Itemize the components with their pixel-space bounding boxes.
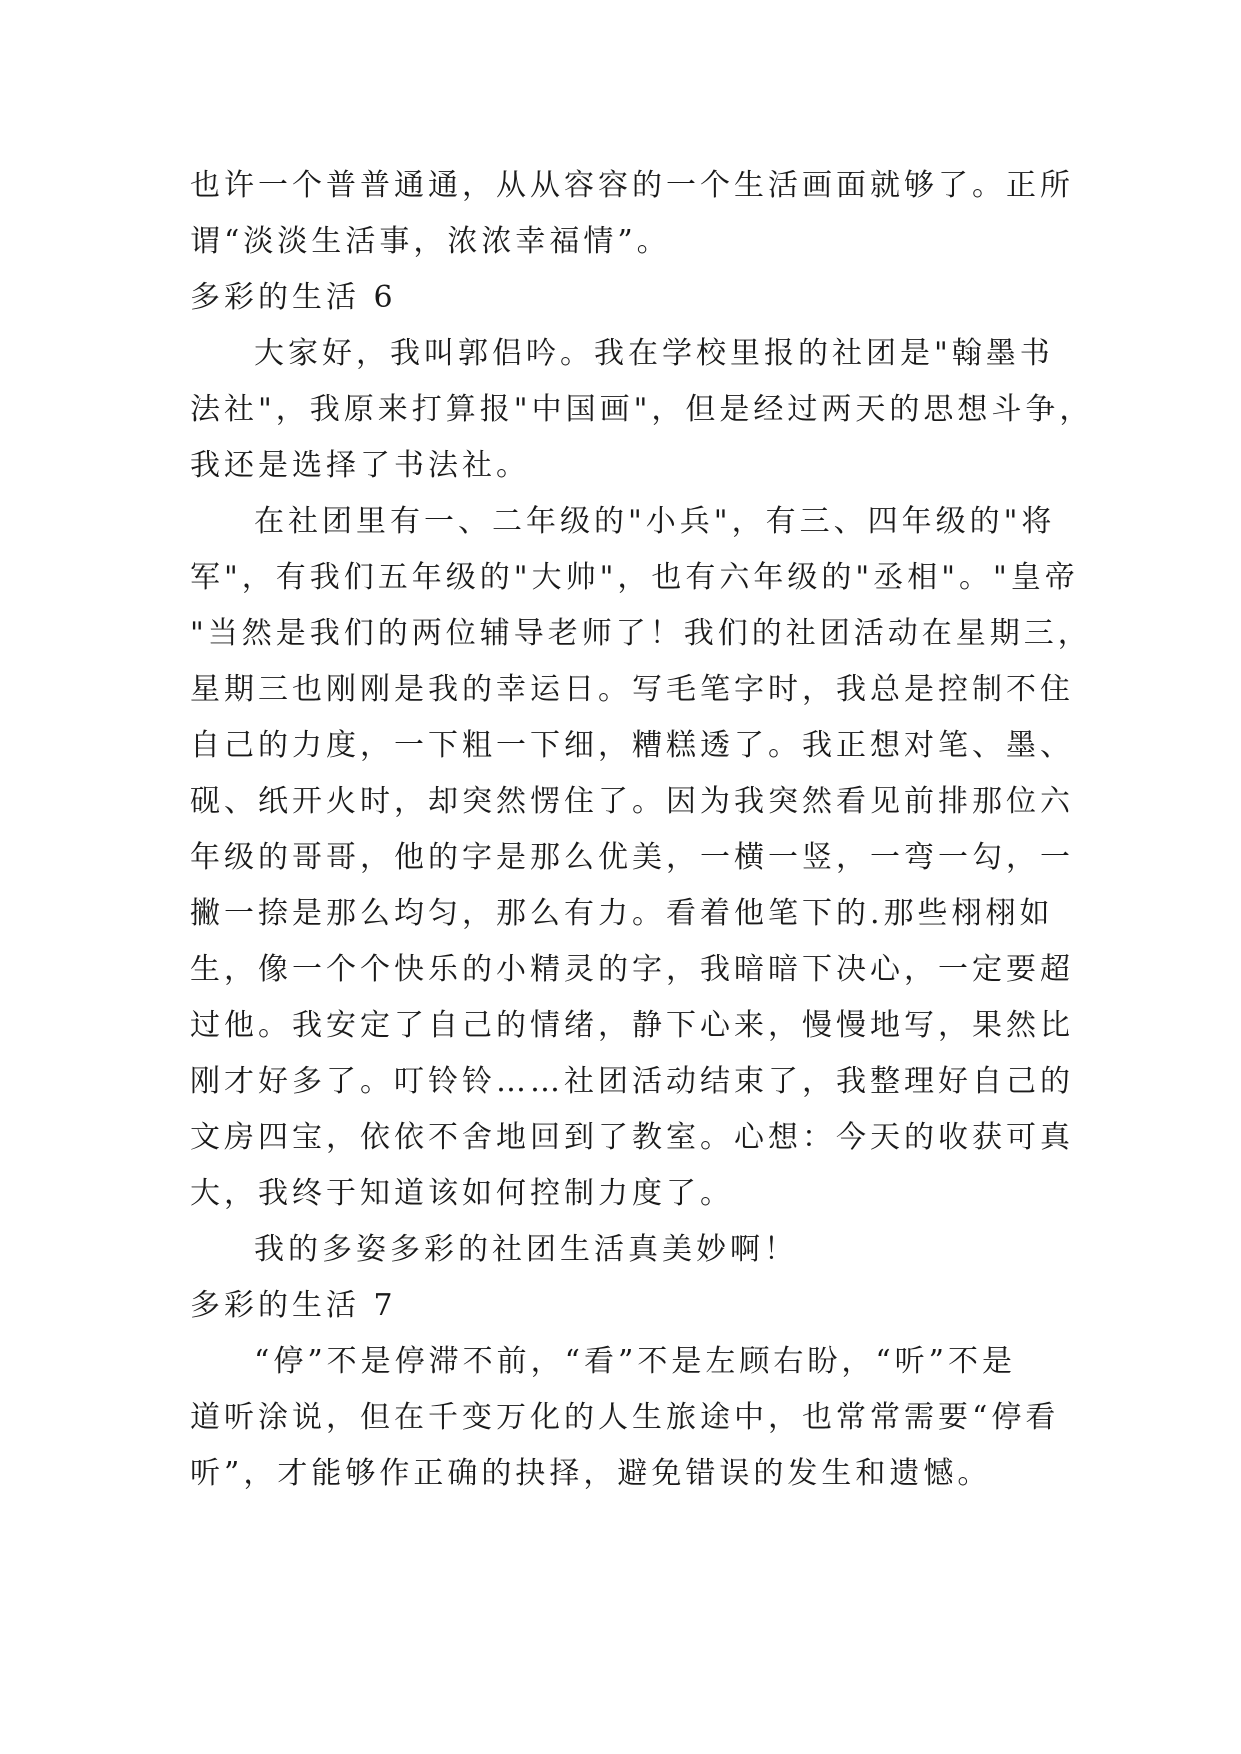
paragraph-line: 我的多姿多彩的社团生活真美妙啊！ [254,1232,798,1267]
paragraph-line: 年级的哥哥，他的字是那么优美，一横一竖，一弯一勾，一 [190,840,1074,875]
paragraph-line: 生，像一个个快乐的小精灵的字，我暗暗下决心，一定要超 [190,952,1074,987]
section-heading: 多彩的生活 7 [190,1288,397,1323]
paragraph-line: 法社"，我原来打算报"中国画"，但是经过两天的思想斗争， [190,392,1094,427]
paragraph-line: 在社团里有一、二年级的"小兵"，有三、四年级的"将 [254,504,1056,539]
section-heading: 多彩的生活 6 [190,280,397,315]
paragraph-line: 过他。我安定了自己的情绪，静下心来，慢慢地写，果然比 [190,1008,1074,1043]
paragraph-line: 大，我终于知道该如何控制力度了。 [190,1176,734,1211]
paragraph-line: “停”不是停滞不前，“看”不是左顾右盼，“听”不是 [254,1344,1017,1379]
paragraph-line: 我还是选择了书法社。 [190,448,530,483]
paragraph-line: 自己的力度，一下粗一下细，糟糕透了。我正想对笔、墨、 [190,728,1074,763]
paragraph-line: 撇一捺是那么均匀，那么有力。看着他笔下的.那些栩栩如 [190,896,1054,931]
paragraph-line: 大家好，我叫郭侣吟。我在学校里报的社团是"翰墨书 [254,336,1054,371]
paragraph-line: "当然是我们的两位辅导老师了！我们的社团活动在星期三， [190,616,1092,651]
paragraph-line: 听”，才能够作正确的抉择，避免错误的发生和遗憾。 [190,1456,992,1491]
paragraph-line: 道听涂说，但在千变万化的人生旅途中，也常常需要“停看 [190,1400,1060,1435]
paragraph-line: 也许一个普普通通，从从容容的一个生活画面就够了。正所 [190,168,1074,203]
paragraph-line: 谓“淡淡生活事，浓浓幸福情”。 [190,224,671,259]
paragraph-line: 文房四宝，依依不舍地回到了教室。心想：今天的收获可真 [190,1120,1074,1155]
paragraph-line: 刚才好多了。叮铃铃……社团活动结束了，我整理好自己的 [190,1064,1074,1099]
paragraph-line: 砚、纸开火时，却突然愣住了。因为我突然看见前排那位六 [190,784,1074,819]
paragraph-line: 军"，有我们五年级的"大帅"，也有六年级的"丞相"。"皇帝 [190,560,1079,595]
paragraph-line: 星期三也刚刚是我的幸运日。写毛笔字时，我总是控制不住 [190,672,1074,707]
